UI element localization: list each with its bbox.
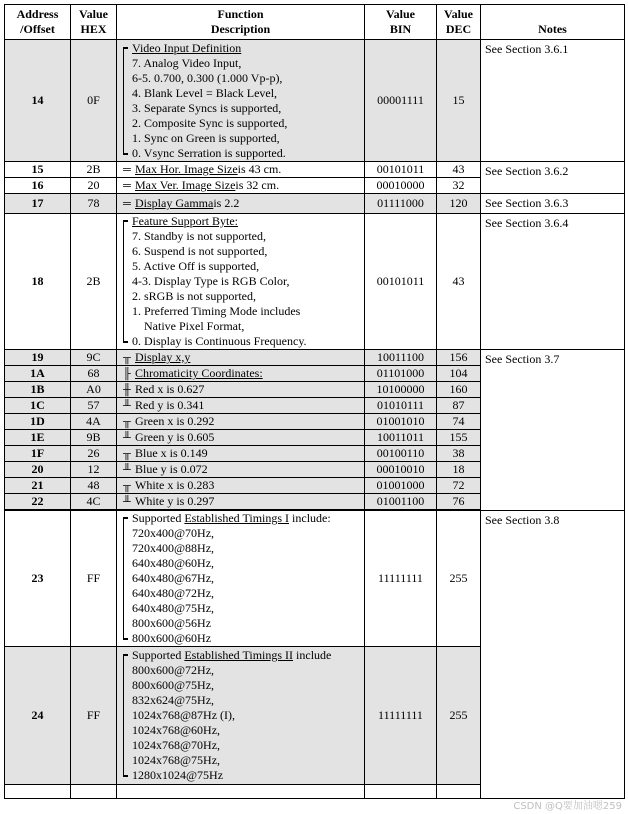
bin-cell: 00100110 [365,446,437,462]
notes-cell: See Section 3.7 [481,350,625,511]
address-cell: 1C [5,398,71,414]
function-cell: ╨ Blue y is 0.072 [117,462,365,478]
header-row [5,5,625,40]
function-cell: Video Input Definition 7. Analog Video Input, 6-5. 0.700, 0.300 (1.000 Vp-p), 4. Blank Level = Black Level, 3. Separate Syncs is supported, 2. Composite Sync is supported, 1. Sync on Green is supported, 0. Vsync Serration is supported. [117,40,365,162]
dec-cell: 160 [437,382,481,398]
bin-cell: 00001111 [365,40,437,162]
function-cell: ═ Max Hor. Image Size is 43 cm. [117,162,365,178]
dec-header: Value DEC [437,5,481,40]
dec-cell: 38 [437,446,481,462]
address-cell: 24 [5,647,71,785]
table-row [5,40,625,162]
address-cell: 1E [5,430,71,446]
hex-cell: 20 [71,178,117,194]
address-cell: 1A [5,366,71,382]
function-cell: ╥ White x is 0.283 [117,478,365,494]
notes-cell: See Section 3.6.3 [481,194,625,214]
hex-cell: 9C [71,350,117,366]
hex-header: Value HEX [71,5,117,40]
hex-cell: 0F [71,40,117,162]
dec-cell: 74 [437,414,481,430]
dec-cell: 255 [437,511,481,647]
dec-cell: 255 [437,647,481,785]
table-row [5,214,625,350]
table-row [5,511,625,647]
bin-cell: 10100000 [365,382,437,398]
hex-cell: 2B [71,214,117,350]
bin-cell: 11111111 [365,647,437,785]
hex-cell: 9B [71,430,117,446]
dec-cell: 15 [437,40,481,162]
notes-header: Notes [481,5,625,40]
function-cell: ╨ Green y is 0.605 [117,430,365,446]
dec-cell: 43 [437,162,481,178]
function-cell: ╨ White y is 0.297 [117,494,365,510]
bin-cell: 00010000 [365,178,437,194]
hex-cell: 4A [71,414,117,430]
dec-cell: 72 [437,478,481,494]
hex-cell: 68 [71,366,117,382]
function-cell: ╫ Red x is 0.627 [117,382,365,398]
dec-cell: 120 [437,194,481,214]
address-cell: 15 [5,162,71,178]
address-header: Address /Offset [5,5,71,40]
bin-cell: 10011100 [365,350,437,366]
hex-cell: FF [71,511,117,647]
hex-cell: 48 [71,478,117,494]
address-cell: 22 [5,494,71,510]
hex-cell: 57 [71,398,117,414]
hex-cell: A0 [71,382,117,398]
hex-cell: 12 [71,462,117,478]
dec-cell: 18 [437,462,481,478]
function-cell: ═ Display Gamma is 2.2 [117,194,365,214]
bin-cell: 11111111 [365,511,437,647]
bin-cell: 01001000 [365,478,437,494]
dec-cell: 43 [437,214,481,350]
dec-cell: 76 [437,494,481,510]
bin-header: Value BIN [365,5,437,40]
hex-cell: 78 [71,194,117,214]
watermark: CSDN @Q要加油嗯259 [513,801,622,812]
table-row [5,350,625,366]
bin-cell: 01001100 [365,494,437,510]
address-cell: 14 [5,40,71,162]
hex-cell: FF [71,647,117,785]
dec-cell: 156 [437,350,481,366]
address-cell: 21 [5,478,71,494]
notes-cell: See Section 3.8 [481,511,625,799]
bin-cell: 01010111 [365,398,437,414]
bin-cell: 01111000 [365,194,437,214]
bin-cell: 01101000 [365,366,437,382]
dec-cell: 87 [437,398,481,414]
address-cell: 1D [5,414,71,430]
function-header: Function Description [117,5,365,40]
bin-cell: 00101011 [365,214,437,350]
address-cell: 17 [5,194,71,214]
hex-cell: 26 [71,446,117,462]
bin-cell: 01001010 [365,414,437,430]
address-cell: 18 [5,214,71,350]
function-cell: Supported Established Timings II include 800x600@72Hz, 800x600@75Hz, 832x624@75Hz, 1024x768@87Hz (I), 1024x768@60Hz, 1024x768@70Hz, 1024x768@75Hz, 1280x1024@75Hz [117,647,365,785]
address-cell: 19 [5,350,71,366]
function-cell: Feature Support Byte: 7. Standby is not supported, 6. Suspend is not supported, 5. Active Off is supported, 4-3. Display Type is RGB Color, 2. sRGB is not supported, 1. Preferred Timing Mode includes Native Pixel Format, 0. Display is Continuous Frequency. [117,214,365,350]
hex-cell: 4C [71,494,117,510]
hex-cell: 2B [71,162,117,178]
dec-cell: 155 [437,430,481,446]
address-cell: 23 [5,511,71,647]
bin-cell: 00010010 [365,462,437,478]
function-cell: ╨ Red y is 0.341 [117,398,365,414]
edid-table [4,4,625,799]
notes-cell: See Section 3.6.2 [481,162,625,194]
function-cell: Supported Established Timings I include: 720x400@70Hz, 720x400@88Hz, 640x480@60Hz, 640x480@67Hz, 640x480@72Hz, 640x480@75Hz, 800x600@56Hz 800x600@60Hz [117,511,365,647]
function-cell: ═ Max Ver. Image Size is 32 cm. [117,178,365,194]
dec-cell: 32 [437,178,481,194]
dec-cell: 104 [437,366,481,382]
address-cell: 16 [5,178,71,194]
function-cell: ╥ Blue x is 0.149 [117,446,365,462]
address-cell: 20 [5,462,71,478]
notes-cell: See Section 3.6.4 [481,214,625,350]
notes-cell: See Section 3.6.1 [481,40,625,162]
function-cell: ╥ Display x,y [117,350,365,366]
table-row [5,194,625,214]
address-cell: 1F [5,446,71,462]
table-row [5,162,625,178]
bin-cell: 10011011 [365,430,437,446]
address-cell: 1B [5,382,71,398]
bin-cell: 00101011 [365,162,437,178]
function-cell: ╟ Chromaticity Coordinates: [117,366,365,382]
function-cell: ╥ Green x is 0.292 [117,414,365,430]
